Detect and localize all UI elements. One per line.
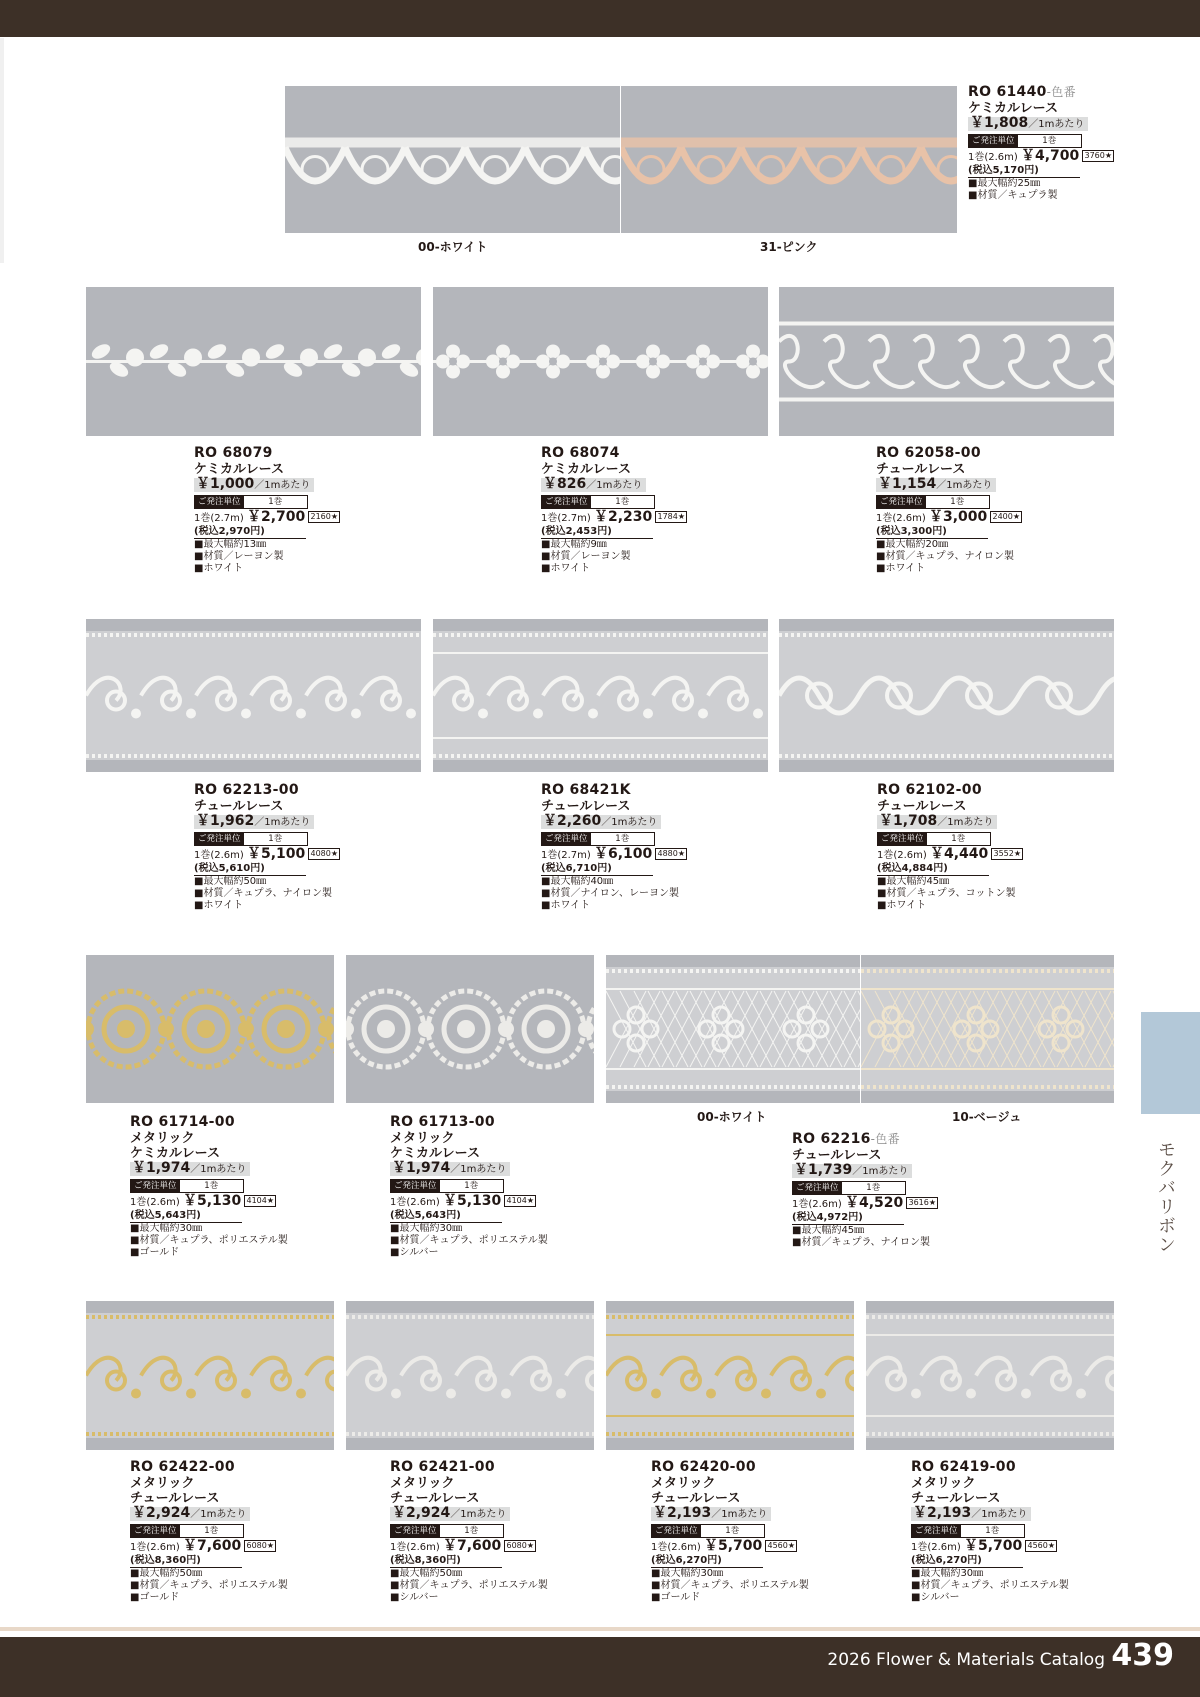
order-unit — [130, 1524, 244, 1538]
spec-line: ■材質／レーヨン製 — [541, 551, 631, 562]
product-photo-68079 — [86, 287, 421, 436]
product-name: チュールレース — [876, 462, 966, 477]
order-unit — [876, 495, 990, 509]
wholesale-badge: 6080★ — [506, 1541, 535, 1550]
order-unit-value: 1巻 — [725, 1525, 740, 1536]
price-per-meter: ￥1,739 — [794, 1162, 853, 1178]
price-per-meter: ￥2,193 — [913, 1505, 972, 1521]
product-photo-62421 — [346, 1301, 594, 1450]
order-unit-value: 1巻 — [615, 833, 630, 844]
product-name: ケミカルレース — [541, 462, 632, 477]
spec-line: ■ホワイト — [194, 900, 244, 911]
per-meter-label: ／1mあたり — [254, 480, 311, 491]
footer-accent-line — [0, 1627, 1200, 1631]
product-info — [541, 445, 781, 575]
lace-drawing — [861, 955, 1114, 1103]
roll-price — [390, 1540, 630, 1554]
per-meter-label: ／1mあたり — [190, 1509, 247, 1520]
product-name: メタリック — [390, 1476, 455, 1491]
order-unit — [130, 1179, 244, 1193]
lace-drawing — [86, 619, 421, 772]
price-per-meter: ￥1,808 — [970, 115, 1029, 131]
product-photo-68074 — [433, 287, 768, 436]
price-per-meter: ￥826 — [543, 476, 587, 492]
product-code: RO 62421-00 — [390, 1459, 495, 1475]
roll-price-value: ￥4,440 — [930, 846, 989, 862]
roll-price — [876, 511, 1116, 525]
product-photo-61714 — [86, 955, 334, 1103]
roll-price-value: ￥4,520 — [845, 1195, 904, 1211]
per-meter-label: ／1mあたり — [450, 1509, 507, 1520]
tax-included-price: (税込5,643円) — [130, 1209, 242, 1223]
order-unit-value: 1巻 — [204, 1180, 219, 1191]
product-code: RO 62213-00 — [194, 782, 299, 798]
wholesale-badge: 6080★ — [246, 1541, 275, 1550]
lace-drawing — [621, 86, 957, 233]
product-info — [792, 1131, 1032, 1249]
wholesale-badge: 4560★ — [1027, 1541, 1056, 1550]
product-info — [651, 1459, 891, 1604]
product-name: チュールレース — [194, 799, 284, 814]
per-meter-label: ／1mあたり — [711, 1509, 768, 1520]
product-info — [877, 782, 1117, 912]
page-number: 439 — [1111, 1638, 1174, 1673]
tax-included-price: (税込5,610円) — [194, 862, 306, 876]
tax-included-price: (税込5,643円) — [390, 1209, 502, 1223]
wholesale-badge: 2160★ — [310, 512, 339, 521]
product-code: RO 61714-00 — [130, 1114, 235, 1130]
product-info — [390, 1114, 630, 1259]
order-unit — [541, 832, 655, 846]
wholesale-badge: 4104★ — [506, 1196, 535, 1205]
unit-price — [911, 1507, 1031, 1521]
tax-included-price: (税込4,972円) — [792, 1211, 904, 1225]
product-name-line2: チュールレース — [911, 1491, 1001, 1506]
product-name: メタリック — [390, 1131, 455, 1146]
spec-line: ■材質／レーヨン製 — [194, 551, 284, 562]
roll-price-value: ￥5,130 — [183, 1193, 242, 1209]
product-name: チュールレース — [877, 799, 967, 814]
product-name: メタリック — [651, 1476, 716, 1491]
tax-included-price: (税込2,453円) — [541, 525, 653, 539]
roll-length: 1巻(2.6m) — [876, 513, 929, 524]
unit-price — [130, 1162, 250, 1176]
product-code: RO 62216-色番 — [792, 1131, 900, 1147]
roll-price — [130, 1195, 370, 1209]
roll-price — [194, 848, 434, 862]
product-code: RO 68421K — [541, 782, 631, 798]
order-unit — [968, 134, 1082, 148]
spec-line: ■最大幅約45㎜ — [792, 1225, 865, 1236]
category-label: モクバリボン — [1155, 1140, 1176, 1254]
roll-length: 1巻(2.6m) — [877, 850, 930, 861]
per-meter-label: ／1mあたり — [852, 1166, 909, 1177]
product-code: RO 62102-00 — [877, 782, 982, 798]
lace-drawing — [346, 955, 594, 1103]
price-per-meter: ￥1,962 — [196, 813, 255, 829]
roll-length: 1巻(2.6m) — [390, 1542, 443, 1553]
roll-length: 1巻(2.7m) — [194, 513, 247, 524]
product-info — [390, 1459, 630, 1604]
unit-price — [194, 815, 314, 829]
tax-included-price: (税込6,710円) — [541, 862, 653, 876]
roll-length: 1巻(2.7m) — [541, 850, 594, 861]
order-unit — [911, 1524, 1025, 1538]
wholesale-badge: 4104★ — [246, 1196, 275, 1205]
product-name: ケミカルレース — [194, 462, 285, 477]
roll-length: 1巻(2.6m) — [968, 152, 1021, 163]
spec-line: ■シルバー — [390, 1247, 439, 1258]
order-unit-label: ご発注単位 — [131, 1180, 180, 1192]
order-unit-value: 1巻 — [1042, 135, 1057, 146]
order-unit — [390, 1179, 504, 1193]
lace-drawing — [86, 955, 334, 1103]
lace-drawing — [606, 955, 860, 1103]
order-unit-value: 1巻 — [464, 1525, 479, 1536]
product-code: RO 61713-00 — [390, 1114, 495, 1130]
product-info — [194, 445, 434, 575]
order-unit — [541, 495, 655, 509]
order-unit-label: ご発注単位 — [877, 496, 926, 508]
color-label: 31-ピンク — [760, 240, 818, 254]
product-name: メタリック — [911, 1476, 976, 1491]
per-meter-label: ／1mあたり — [936, 480, 993, 491]
order-unit-label: ご発注単位 — [195, 496, 244, 508]
order-unit-label: ご発注単位 — [969, 135, 1018, 147]
product-photo-62419 — [866, 1301, 1114, 1450]
order-unit-label: ご発注単位 — [195, 833, 244, 845]
order-unit-value: 1巻 — [204, 1525, 219, 1536]
unit-price — [194, 478, 314, 492]
tax-included-price: (税込6,270円) — [651, 1554, 763, 1568]
roll-price-value: ￥5,100 — [247, 846, 306, 862]
lace-drawing — [86, 1301, 334, 1450]
per-meter-label: ／1mあたり — [254, 817, 311, 828]
roll-price — [968, 150, 1200, 164]
color-label: 10-ベージュ — [952, 1110, 1022, 1124]
order-unit — [877, 832, 991, 846]
wholesale-badge: 4560★ — [767, 1541, 796, 1550]
unit-price — [541, 478, 646, 492]
lace-drawing — [86, 287, 421, 436]
order-unit-value: 1巻 — [268, 833, 283, 844]
price-per-meter: ￥1,974 — [392, 1160, 451, 1176]
product-code: RO 62419-00 — [911, 1459, 1016, 1475]
product-code: RO 62422-00 — [130, 1459, 235, 1475]
margin-mark — [0, 38, 4, 263]
product-name-line2: ケミカルレース — [130, 1146, 221, 1161]
roll-length: 1巻(2.6m) — [911, 1542, 964, 1553]
spec-line: ■ホワイト — [541, 563, 591, 574]
order-unit-label: ご発注単位 — [878, 833, 927, 845]
product-photo-68421 — [433, 619, 768, 772]
spec-line: ■最大幅約30㎜ — [911, 1568, 984, 1579]
per-meter-label: ／1mあたり — [601, 817, 658, 828]
wholesale-badge: 4080★ — [310, 849, 339, 858]
price-per-meter: ￥1,708 — [879, 813, 938, 829]
spec-line: ■材質／キュプラ、ポリエステル製 — [390, 1580, 548, 1591]
order-unit-label: ご発注単位 — [391, 1180, 440, 1192]
product-photo-62420 — [606, 1301, 854, 1450]
price-per-meter: ￥2,260 — [543, 813, 602, 829]
spec-line: ■ホワイト — [876, 563, 926, 574]
product-photo-62102 — [779, 619, 1114, 772]
price-per-meter: ￥1,000 — [196, 476, 255, 492]
order-unit-value: 1巻 — [268, 496, 283, 507]
product-name: メタリック — [130, 1476, 195, 1491]
spec-line: ■最大幅約50㎜ — [130, 1568, 203, 1579]
order-unit — [194, 832, 308, 846]
price-per-meter: ￥2,193 — [653, 1505, 712, 1521]
spec-line: ■最大幅約50㎜ — [194, 876, 267, 887]
order-unit-value: 1巻 — [985, 1525, 1000, 1536]
product-photo-62216-beige — [861, 955, 1114, 1103]
price-per-meter: ￥1,154 — [878, 476, 937, 492]
order-unit-label: ご発注単位 — [652, 1525, 701, 1537]
color-number-suffix: -色番 — [1046, 85, 1076, 99]
spec-line: ■材質／キュプラ、ナイロン製 — [792, 1237, 930, 1248]
roll-price-value: ￥3,000 — [929, 509, 988, 525]
unit-price — [792, 1164, 912, 1178]
order-unit-value: 1巻 — [951, 833, 966, 844]
spec-line: ■シルバー — [911, 1592, 960, 1603]
wholesale-badge: 3552★ — [993, 849, 1022, 858]
roll-length: 1巻(2.6m) — [194, 850, 247, 861]
order-unit — [792, 1181, 906, 1195]
roll-price — [792, 1197, 1032, 1211]
order-unit — [194, 495, 308, 509]
spec-line: ■ゴールド — [130, 1247, 180, 1258]
product-code: RO 62420-00 — [651, 1459, 756, 1475]
product-photo-61440-white — [285, 86, 620, 233]
spec-line: ■材質／キュプラ製 — [968, 190, 1058, 201]
roll-length: 1巻(2.6m) — [390, 1197, 443, 1208]
order-unit-label: ご発注単位 — [131, 1525, 180, 1537]
spec-line: ■材質／キュプラ、ナイロン製 — [194, 888, 332, 899]
unit-price — [876, 478, 996, 492]
spec-line: ■最大幅約45㎜ — [877, 876, 950, 887]
product-info — [911, 1459, 1151, 1604]
roll-price-value: ￥2,700 — [247, 509, 306, 525]
roll-price-value: ￥5,700 — [964, 1538, 1023, 1554]
price-per-meter: ￥1,974 — [132, 1160, 191, 1176]
per-meter-label: ／1mあたり — [190, 1164, 247, 1175]
product-code: RO 61440-色番 — [968, 84, 1076, 100]
spec-line: ■最大幅約20㎜ — [876, 539, 949, 550]
spec-line: ■ゴールド — [651, 1592, 701, 1603]
spec-line: ■材質／キュプラ、ナイロン製 — [876, 551, 1014, 562]
product-name-line2: チュールレース — [651, 1491, 741, 1506]
lace-drawing — [346, 1301, 594, 1450]
product-code: RO 68079 — [194, 445, 273, 461]
spec-line: ■ホワイト — [194, 563, 244, 574]
unit-price — [390, 1507, 510, 1521]
per-meter-label: ／1mあたり — [1028, 119, 1085, 130]
lace-drawing — [285, 86, 620, 233]
tax-included-price: (税込2,970円) — [194, 525, 306, 539]
spec-line: ■材質／キュプラ、ポリエステル製 — [390, 1235, 548, 1246]
spec-line: ■最大幅約9㎜ — [541, 539, 607, 550]
order-unit — [390, 1524, 504, 1538]
unit-price — [877, 815, 997, 829]
order-unit-value: 1巻 — [464, 1180, 479, 1191]
product-name-line2: ケミカルレース — [390, 1146, 481, 1161]
spec-line: ■ホワイト — [877, 900, 927, 911]
order-unit-label: ご発注単位 — [912, 1525, 961, 1537]
spec-line: ■シルバー — [390, 1592, 439, 1603]
lace-drawing — [779, 287, 1114, 436]
roll-price — [130, 1540, 370, 1554]
tax-included-price: (税込3,300円) — [876, 525, 988, 539]
product-name: チュールレース — [541, 799, 631, 814]
unit-price — [968, 117, 1088, 131]
wholesale-badge: 3616★ — [908, 1198, 937, 1207]
roll-price — [541, 848, 781, 862]
product-info — [541, 782, 781, 912]
roll-price-value: ￥7,600 — [443, 1538, 502, 1554]
order-unit-value: 1巻 — [950, 496, 965, 507]
per-meter-label: ／1mあたり — [937, 817, 994, 828]
roll-price — [541, 511, 781, 525]
roll-price-value: ￥7,600 — [183, 1538, 242, 1554]
roll-length: 1巻(2.6m) — [130, 1197, 183, 1208]
unit-price — [541, 815, 661, 829]
roll-price — [877, 848, 1117, 862]
order-unit-value: 1巻 — [615, 496, 630, 507]
wholesale-badge: 4880★ — [657, 849, 686, 858]
product-name: チュールレース — [792, 1148, 882, 1163]
tax-included-price: (税込8,360円) — [390, 1554, 502, 1568]
product-code: RO 62058-00 — [876, 445, 981, 461]
order-unit-label: ご発注単位 — [793, 1182, 842, 1194]
order-unit — [651, 1524, 765, 1538]
header-bar — [0, 0, 1200, 37]
wholesale-badge: 3760★ — [1084, 151, 1113, 160]
product-name-line2: チュールレース — [130, 1491, 220, 1506]
spec-line: ■最大幅約30㎜ — [130, 1223, 203, 1234]
per-meter-label: ／1mあたり — [971, 1509, 1028, 1520]
tax-included-price: (税込4,884円) — [877, 862, 989, 876]
roll-price — [911, 1540, 1151, 1554]
per-meter-label: ／1mあたり — [586, 480, 643, 491]
color-label: 00-ホワイト — [418, 240, 488, 254]
lace-drawing — [866, 1301, 1114, 1450]
product-info — [968, 84, 1200, 202]
wholesale-badge: 1784★ — [657, 512, 686, 521]
price-per-meter: ￥2,924 — [132, 1505, 191, 1521]
per-meter-label: ／1mあたり — [450, 1164, 507, 1175]
catalog-title: 2026 Flower & Materials Catalog — [827, 1650, 1105, 1670]
spec-line: ■最大幅約30㎜ — [651, 1568, 724, 1579]
wholesale-badge: 2400★ — [992, 512, 1021, 521]
lace-drawing — [779, 619, 1114, 772]
spec-line: ■ホワイト — [541, 900, 591, 911]
order-unit-label: ご発注単位 — [391, 1525, 440, 1537]
tax-included-price: (税込6,270円) — [911, 1554, 1023, 1568]
spec-line: ■材質／ナイロン、レーヨン製 — [541, 888, 679, 899]
unit-price — [390, 1162, 510, 1176]
roll-length: 1巻(2.7m) — [541, 513, 594, 524]
roll-price — [390, 1195, 630, 1209]
product-photo-62216-white — [606, 955, 860, 1103]
spec-line: ■材質／キュプラ、ポリエステル製 — [130, 1580, 288, 1591]
product-code: RO 68074 — [541, 445, 620, 461]
product-photo-61440-pink — [621, 86, 957, 233]
spec-line: ■材質／キュプラ、ポリエステル製 — [911, 1580, 1069, 1591]
product-info — [194, 782, 434, 912]
roll-length: 1巻(2.6m) — [130, 1542, 183, 1553]
product-name: ケミカルレース — [968, 101, 1059, 116]
spec-line: ■最大幅約30㎜ — [390, 1223, 463, 1234]
spec-line: ■最大幅約25㎜ — [968, 178, 1041, 189]
price-per-meter: ￥2,924 — [392, 1505, 451, 1521]
product-info — [130, 1114, 370, 1259]
roll-price — [194, 511, 434, 525]
spec-line: ■材質／キュプラ、ポリエステル製 — [130, 1235, 288, 1246]
lace-drawing — [433, 619, 768, 772]
roll-length: 1巻(2.6m) — [651, 1542, 704, 1553]
spec-line: ■材質／キュプラ、コットン製 — [877, 888, 1016, 899]
spec-line: ■最大幅約40㎜ — [541, 876, 614, 887]
product-info — [876, 445, 1116, 575]
roll-price-value: ￥5,130 — [443, 1193, 502, 1209]
order-unit-value: 1巻 — [866, 1182, 881, 1193]
roll-price — [651, 1540, 891, 1554]
lace-drawing — [433, 287, 768, 436]
spec-line: ■材質／キュプラ、ポリエステル製 — [651, 1580, 809, 1591]
color-number-suffix: -色番 — [870, 1132, 900, 1146]
unit-price — [651, 1507, 771, 1521]
product-name: メタリック — [130, 1131, 195, 1146]
lace-drawing — [606, 1301, 854, 1450]
product-photo-62422 — [86, 1301, 334, 1450]
product-photo-62213 — [86, 619, 421, 772]
spec-line: ■ゴールド — [130, 1592, 180, 1603]
tax-included-price: (税込5,170円) — [968, 164, 1080, 178]
product-photo-61713 — [346, 955, 594, 1103]
spec-line: ■最大幅約13㎜ — [194, 539, 267, 550]
roll-price-value: ￥5,700 — [704, 1538, 763, 1554]
category-tab — [1141, 1012, 1200, 1114]
color-label: 00-ホワイト — [697, 1110, 767, 1124]
roll-price-value: ￥4,700 — [1021, 148, 1080, 164]
product-photo-62058 — [779, 287, 1114, 436]
roll-price-value: ￥2,230 — [594, 509, 653, 525]
order-unit-label: ご発注単位 — [542, 496, 591, 508]
unit-price — [130, 1507, 250, 1521]
spec-line: ■最大幅約50㎜ — [390, 1568, 463, 1579]
product-info — [130, 1459, 370, 1604]
roll-length: 1巻(2.6m) — [792, 1199, 845, 1210]
roll-price-value: ￥6,100 — [594, 846, 653, 862]
product-name-line2: チュールレース — [390, 1491, 480, 1506]
order-unit-label: ご発注単位 — [542, 833, 591, 845]
tax-included-price: (税込8,360円) — [130, 1554, 242, 1568]
